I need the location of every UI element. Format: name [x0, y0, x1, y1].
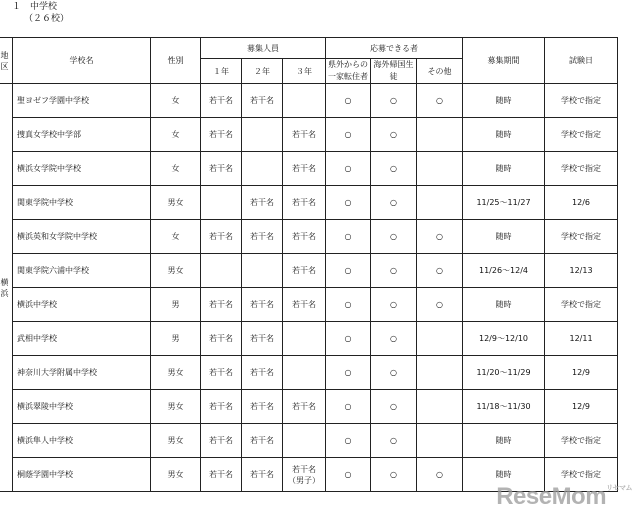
header-period: 募集期間	[463, 38, 545, 84]
header-year1: １年	[201, 59, 242, 84]
year1-cell: 若干名	[201, 458, 242, 492]
exam-date-cell: 12/9	[545, 390, 618, 424]
table-row	[0, 288, 618, 322]
year3-cell: 若干名 （男子）	[283, 458, 326, 492]
other-cell	[417, 118, 463, 152]
year2-cell: 若干名	[242, 322, 283, 356]
relocate-cell: ○	[326, 288, 371, 322]
other-cell	[417, 186, 463, 220]
school-name-cell: 神奈川大学附属中学校	[13, 356, 151, 390]
returnee-cell: ○	[371, 424, 417, 458]
exam-date-cell: 学校で指定	[545, 152, 618, 186]
gender-cell: 女	[151, 220, 201, 254]
gender-cell: 男女	[151, 356, 201, 390]
school-table	[0, 37, 618, 492]
period-cell: 随時	[463, 118, 545, 152]
period-cell: 12/9～12/10	[463, 322, 545, 356]
table-row	[0, 84, 618, 118]
header-elig-returnee: 海外帰国生徒	[371, 59, 417, 84]
year1-cell: 若干名	[201, 84, 242, 118]
gender-cell: 男	[151, 322, 201, 356]
period-cell: 随時	[463, 84, 545, 118]
header-school-name: 学校名	[13, 38, 151, 84]
header-year3: ３年	[283, 59, 326, 84]
table-row	[0, 390, 618, 424]
returnee-cell: ○	[371, 186, 417, 220]
other-cell	[417, 322, 463, 356]
year2-cell	[242, 118, 283, 152]
table-row	[0, 322, 618, 356]
exam-date-cell: 12/9	[545, 356, 618, 390]
relocate-cell: ○	[326, 254, 371, 288]
year2-cell: 若干名	[242, 356, 283, 390]
relocate-cell: ○	[326, 84, 371, 118]
header-exam-date: 試験日	[545, 38, 618, 84]
year1-cell: 若干名	[201, 424, 242, 458]
period-cell: 11/25～11/27	[463, 186, 545, 220]
year2-cell: 若干名	[242, 288, 283, 322]
header-gender: 性別	[151, 38, 201, 84]
year1-cell: 若干名	[201, 220, 242, 254]
year2-cell	[242, 254, 283, 288]
exam-date-cell: 学校で指定	[545, 458, 618, 492]
period-cell: 随時	[463, 424, 545, 458]
year2-cell: 若干名	[242, 424, 283, 458]
year1-cell: 若干名	[201, 152, 242, 186]
school-name-cell: 横浜女学院中学校	[13, 152, 151, 186]
school-name-cell: 聖ヨゼフ学園中学校	[13, 84, 151, 118]
header-recruit: 募集人員	[201, 38, 326, 59]
year3-cell: 若干名	[283, 220, 326, 254]
period-cell: 11/20～11/29	[463, 356, 545, 390]
header-eligible: 応募できる者	[326, 38, 463, 59]
period-cell: 随時	[463, 152, 545, 186]
header-elig-relocate: 県外からの一家転住者	[326, 59, 371, 84]
exam-date-cell: 学校で指定	[545, 84, 618, 118]
watermark-small: リセマム	[606, 485, 632, 492]
exam-date-cell: 12/13	[545, 254, 618, 288]
year1-cell	[201, 254, 242, 288]
year1-cell	[201, 186, 242, 220]
table-row	[0, 220, 618, 254]
period-cell: 随時	[463, 220, 545, 254]
other-cell	[417, 152, 463, 186]
gender-cell: 男女	[151, 254, 201, 288]
watermark-logo	[496, 483, 632, 511]
period-cell: 随時	[463, 458, 545, 492]
year3-cell	[283, 322, 326, 356]
year3-cell	[283, 356, 326, 390]
school-name-cell: 関東学院六浦中学校	[13, 254, 151, 288]
period-cell: 11/18～11/30	[463, 390, 545, 424]
year2-cell: 若干名	[242, 220, 283, 254]
school-name-cell: 武相中学校	[13, 322, 151, 356]
relocate-cell: ○	[326, 390, 371, 424]
returnee-cell: ○	[371, 152, 417, 186]
school-name-cell: 桐蔭学園中学校	[13, 458, 151, 492]
year1-cell: 若干名	[201, 322, 242, 356]
header-elig-other: その他	[417, 59, 463, 84]
year2-cell	[242, 152, 283, 186]
relocate-cell: ○	[326, 424, 371, 458]
gender-cell: 男女	[151, 390, 201, 424]
returnee-cell: ○	[371, 84, 417, 118]
returnee-cell: ○	[371, 118, 417, 152]
gender-cell: 女	[151, 152, 201, 186]
other-cell	[417, 356, 463, 390]
relocate-cell: ○	[326, 220, 371, 254]
year3-cell: 若干名	[283, 288, 326, 322]
other-cell: ○	[417, 458, 463, 492]
table-row	[0, 254, 618, 288]
gender-cell: 男女	[151, 424, 201, 458]
relocate-cell: ○	[326, 186, 371, 220]
table-row	[0, 152, 618, 186]
table-row	[0, 424, 618, 458]
header-year2: ２年	[242, 59, 283, 84]
year3-cell: 若干名	[283, 118, 326, 152]
year2-cell: 若干名	[242, 84, 283, 118]
year1-cell: 若干名	[201, 390, 242, 424]
gender-cell: 男女	[151, 186, 201, 220]
returnee-cell: ○	[371, 356, 417, 390]
relocate-cell: ○	[326, 322, 371, 356]
year1-cell: 若干名	[201, 288, 242, 322]
school-name-cell: 捜真女学校中学部	[13, 118, 151, 152]
school-name-cell: 横浜隼人中学校	[13, 424, 151, 458]
table-row	[0, 356, 618, 390]
returnee-cell: ○	[371, 390, 417, 424]
section-heading	[12, 1, 69, 25]
region-cell: 横浜	[0, 84, 13, 492]
relocate-cell: ○	[326, 458, 371, 492]
school-name-cell: 関東学院中学校	[13, 186, 151, 220]
other-cell: ○	[417, 84, 463, 118]
year1-cell: 若干名	[201, 118, 242, 152]
year2-cell: 若干名	[242, 390, 283, 424]
exam-date-cell: 12/11	[545, 322, 618, 356]
gender-cell: 女	[151, 84, 201, 118]
gender-cell: 男女	[151, 458, 201, 492]
returnee-cell: ○	[371, 288, 417, 322]
returnee-cell: ○	[371, 254, 417, 288]
exam-date-cell: 学校で指定	[545, 288, 618, 322]
returnee-cell: ○	[371, 322, 417, 356]
watermark-text: ReseMom	[496, 483, 607, 510]
header-row-1	[0, 38, 618, 59]
year3-cell: 若干名	[283, 152, 326, 186]
table-row	[0, 186, 618, 220]
period-cell: 11/26～12/4	[463, 254, 545, 288]
year3-cell	[283, 84, 326, 118]
relocate-cell: ○	[326, 356, 371, 390]
period-cell: 随時	[463, 288, 545, 322]
exam-date-cell: 学校で指定	[545, 118, 618, 152]
year2-cell: 若干名	[242, 458, 283, 492]
other-cell	[417, 390, 463, 424]
returnee-cell: ○	[371, 458, 417, 492]
year2-cell: 若干名	[242, 186, 283, 220]
year3-cell: 若干名	[283, 390, 326, 424]
other-cell: ○	[417, 288, 463, 322]
returnee-cell: ○	[371, 220, 417, 254]
other-cell: ○	[417, 220, 463, 254]
gender-cell: 男	[151, 288, 201, 322]
exam-date-cell: 学校で指定	[545, 220, 618, 254]
other-cell: ○	[417, 254, 463, 288]
exam-date-cell: 12/6	[545, 186, 618, 220]
school-name-cell: 横浜翠陵中学校	[13, 390, 151, 424]
year1-cell: 若干名	[201, 356, 242, 390]
year3-cell: 若干名	[283, 186, 326, 220]
header-region: 地区	[0, 38, 13, 84]
other-cell	[417, 424, 463, 458]
relocate-cell: ○	[326, 152, 371, 186]
year3-cell: 若干名	[283, 254, 326, 288]
heading-title: １ 中学校	[12, 2, 58, 12]
table-row	[0, 118, 618, 152]
school-name-cell: 横浜中学校	[13, 288, 151, 322]
exam-date-cell: 学校で指定	[545, 424, 618, 458]
year3-cell	[283, 424, 326, 458]
school-name-cell: 横浜英和女学院中学校	[13, 220, 151, 254]
relocate-cell: ○	[326, 118, 371, 152]
heading-count: （２６校）	[24, 14, 70, 24]
gender-cell: 女	[151, 118, 201, 152]
